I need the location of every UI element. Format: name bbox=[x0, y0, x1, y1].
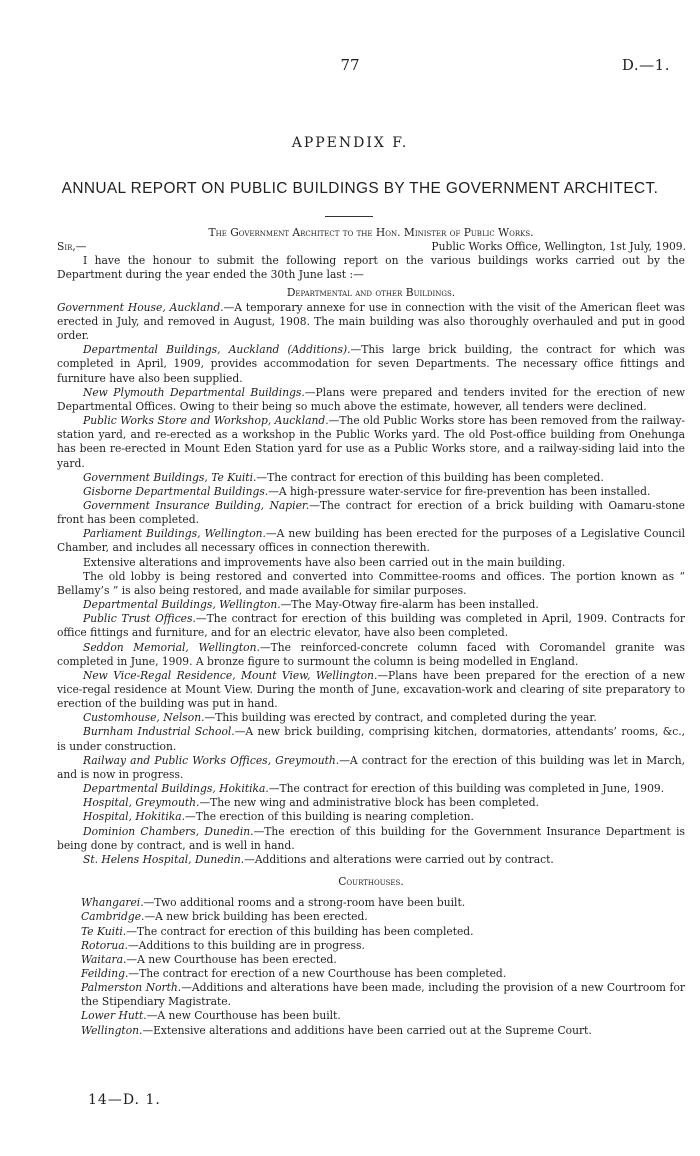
paragraph-text: —This large brick building, the contract for which was completed in April, 1909, provides accommodation for seven Departments. The necessary office fittings and furniture have also been supplied. bbox=[57, 343, 685, 385]
paragraph-text: —This building was erected by contract, and completed during the year. bbox=[204, 711, 597, 725]
salutation-sir: Sir,— bbox=[57, 240, 87, 254]
paragraph-title: Whangarei. bbox=[81, 896, 144, 910]
paragraph-text: The old lobby is being restored and converted into Committee-rooms and offices. The portion known as “ Bellamy’s ” is also being restored, and made available for similar purposes. bbox=[57, 569, 685, 597]
report-paragraph bbox=[57, 471, 685, 485]
report-paragraph bbox=[57, 556, 685, 570]
signature-mark: 14—D. 1. bbox=[88, 1092, 161, 1108]
report-paragraph bbox=[57, 725, 685, 753]
paragraph-title: Te Kuiti. bbox=[81, 924, 127, 938]
report-paragraph bbox=[81, 1024, 685, 1038]
paragraph-title: Dominion Chambers, Dunedin. bbox=[83, 824, 254, 838]
report-paragraph bbox=[57, 612, 685, 640]
paragraph-text: —Additions and alterations were carried out by contract. bbox=[244, 852, 554, 866]
report-paragraph bbox=[57, 499, 685, 527]
report-paragraph bbox=[81, 981, 685, 1009]
report-paragraph bbox=[81, 925, 685, 939]
intro-paragraph: I have the honour to submit the following report on the various buildings works carried out by the Department during the year ended the 30th June last :— bbox=[57, 254, 685, 282]
paragraph-title: Lower Hutt. bbox=[81, 1009, 147, 1023]
paragraph-text: —Additions and alterations have been made, including the provision of a new Courtroom for the Stipendiary Magistrate. bbox=[81, 981, 685, 1009]
report-paragraph bbox=[81, 1009, 685, 1023]
paragraph-text: —The erection of this building for the Government Insurance Department is being done by contract, and is well in hand. bbox=[57, 824, 685, 852]
report-paragraph bbox=[81, 953, 685, 967]
report-paragraph bbox=[57, 527, 685, 555]
courthouse-items bbox=[57, 896, 685, 1038]
paragraph-text: —The contract for erection of a new Courthouse has been completed. bbox=[128, 966, 507, 980]
place-date: Public Works Office, Wellington, 1st July, 1909. bbox=[431, 240, 686, 254]
paragraph-text: —The erection of this building is nearing completion. bbox=[185, 810, 474, 824]
appendix-label: APPENDIX F. bbox=[291, 135, 409, 151]
paragraph-text: —The contract for erection of this building was completed in April, 1909. Contracts for office fittings and furniture, and for an electric elevator, have also been completed. bbox=[57, 612, 685, 640]
departmental-items bbox=[57, 301, 685, 867]
paragraph-title: Hospital, Greymouth. bbox=[83, 796, 200, 810]
paragraph-title: Railway and Public Works Offices, Greymouth. bbox=[83, 753, 340, 767]
paragraph-title: New Vice-Regal Residence, Mount View, Wellington. bbox=[83, 668, 378, 682]
paragraph-text: —Two additional rooms and a strong-room have been built. bbox=[143, 896, 466, 910]
section-heading-courthouses: Courthouses. bbox=[338, 875, 404, 889]
paragraph-text: —The contract for erection of a brick building with Oamaru-stone front has been completed. bbox=[57, 498, 685, 527]
report-paragraph bbox=[57, 669, 685, 711]
paragraph-text: —The reinforced-concrete column faced with Coromandel granite was completed in June, 1909. A bronze figure to surmount the column is being modelled in England. bbox=[57, 640, 686, 668]
report-paragraph bbox=[57, 570, 685, 598]
report-title: ANNUAL REPORT ON PUBLIC BUILDINGS BY THE GOVERNMENT ARCHITECT. bbox=[61, 180, 659, 197]
paragraph-title: Public Trust Offices. bbox=[83, 612, 196, 626]
paragraph-title: Waitara. bbox=[81, 952, 127, 966]
report-paragraph bbox=[57, 711, 685, 725]
report-paragraph bbox=[57, 386, 685, 414]
paragraph-text: —A new Courthouse has been built. bbox=[146, 1009, 341, 1023]
section-heading-departmental: Departmental and other Buildings. bbox=[286, 285, 456, 299]
paragraph-text: —A temporary annexe for use in connection with the visit of the American fleet was erected in July, and removed in August, 1908. The main building was also thoroughly overhauled and put in good order. bbox=[57, 300, 686, 343]
paragraph-text: —Plans have been prepared for the erection of a new vice-regal residence at Mount View. During the month of June, excavation-work and clearing of site preparatory to erection of the building was put in hand. bbox=[57, 668, 685, 711]
paragraph-title: Customhouse, Nelson. bbox=[83, 711, 205, 725]
report-paragraph bbox=[57, 414, 685, 471]
paragraph-title: Cambridge. bbox=[81, 910, 145, 924]
paragraph-title: Feilding. bbox=[81, 966, 129, 980]
paragraph-text: Extensive alterations and improvements have also been carried out in the main building. bbox=[83, 555, 566, 569]
report-paragraph bbox=[81, 910, 685, 924]
paragraph-text: —Plans were prepared and tenders invited for the erection of new Departmental Offices. Owing to their being so much above the estimate, however, all tenders were declined. bbox=[57, 385, 685, 413]
paragraph-title: Government Insurance Building, Napier. bbox=[83, 498, 310, 512]
report-paragraph bbox=[81, 939, 685, 953]
paragraph-title: Government Buildings, Te Kuiti. bbox=[83, 470, 257, 484]
paragraph-title: Public Works Store and Workshop, Auckland. bbox=[83, 414, 329, 428]
paragraph-title: Seddon Memorial, Wellington. bbox=[83, 640, 260, 654]
paragraph-text: —A high-pressure water-service for fire-prevention has been installed. bbox=[268, 484, 651, 498]
paragraph-text: —A new building has been erected for the purposes of a Legislative Council Chamber, and includes all necessary offices in connection therewith. bbox=[57, 527, 685, 555]
paragraph-text: —The May-Otway fire-alarm has been installed. bbox=[280, 598, 539, 612]
paragraph-title: Parliament Buildings, Wellington. bbox=[83, 527, 266, 541]
report-paragraph bbox=[57, 485, 685, 499]
report-paragraph bbox=[57, 796, 685, 810]
paragraph-text: —A new brick building has been erected. bbox=[144, 910, 368, 924]
paragraph-text: —The contract for erection of this building has been completed. bbox=[126, 924, 474, 938]
report-body bbox=[57, 226, 685, 1038]
paragraph-text: —A new Courthouse has been erected. bbox=[126, 952, 337, 966]
paragraph-text: —A new brick building, comprising kitchen, dormatories, attendants’ rooms, &c., is under construction. bbox=[57, 725, 685, 753]
paragraph-title: Burnham Industrial School. bbox=[83, 725, 235, 739]
paragraph-title: Wellington. bbox=[81, 1023, 143, 1037]
paragraph-text: —Additions to this building are in progress. bbox=[127, 938, 365, 952]
paragraph-title: Departmental Buildings, Hokitika. bbox=[83, 782, 269, 796]
title-divider bbox=[325, 216, 373, 217]
document-reference: D.—1. bbox=[621, 56, 670, 74]
paragraph-title: Government House, Auckland. bbox=[57, 300, 224, 314]
report-paragraph bbox=[57, 641, 685, 669]
report-paragraph bbox=[57, 754, 685, 782]
paragraph-text: —The new wing and administrative block has been completed. bbox=[199, 796, 540, 810]
report-paragraph bbox=[57, 825, 685, 853]
paragraph-title: Departmental Buildings, Wellington. bbox=[83, 598, 281, 612]
report-paragraph bbox=[57, 301, 685, 343]
report-paragraph bbox=[81, 967, 685, 981]
paragraph-title: Hospital, Hokitika. bbox=[83, 810, 185, 824]
report-paragraph bbox=[57, 853, 685, 867]
report-paragraph bbox=[81, 896, 685, 910]
report-paragraph bbox=[57, 598, 685, 612]
paragraph-title: St. Helens Hospital, Dunedin. bbox=[83, 852, 245, 866]
paragraph-text: —The contract for erection of this building was completed in June, 1909. bbox=[268, 782, 665, 796]
salutation-row bbox=[57, 240, 685, 254]
paragraph-title: Departmental Buildings, Auckland (Additions). bbox=[83, 343, 351, 357]
addressing-line: The Government Architect to the Hon. Minister of Public Works. bbox=[208, 226, 534, 239]
paragraph-title: Gisborne Departmental Buildings. bbox=[83, 484, 269, 498]
paragraph-text: —Extensive alterations and additions have been carried out at the Supreme Court. bbox=[142, 1023, 592, 1037]
paragraph-title: Rotorua. bbox=[81, 938, 128, 952]
paragraph-title: Palmerston North. bbox=[81, 981, 182, 995]
paragraph-text: —A contract for the erection of this building was let in March, and is now in progress. bbox=[57, 753, 685, 781]
page-number: 77 bbox=[340, 56, 360, 74]
report-paragraph bbox=[57, 810, 685, 824]
paragraph-text: —The old Public Works store has been removed from the railway-station yard, and re-erected as a workshop in the Public Works yard. The old Post-office building from Onehunga has been re-erected in Mount Eden Station yard for use as a Public Works store, and a railway-siding laid into the yard. bbox=[57, 414, 685, 470]
report-paragraph bbox=[57, 343, 685, 385]
paragraph-text: —The contract for erection of this building has been completed. bbox=[256, 470, 604, 484]
paragraph-title: New Plymouth Departmental Buildings. bbox=[83, 385, 305, 399]
report-paragraph bbox=[57, 782, 685, 796]
